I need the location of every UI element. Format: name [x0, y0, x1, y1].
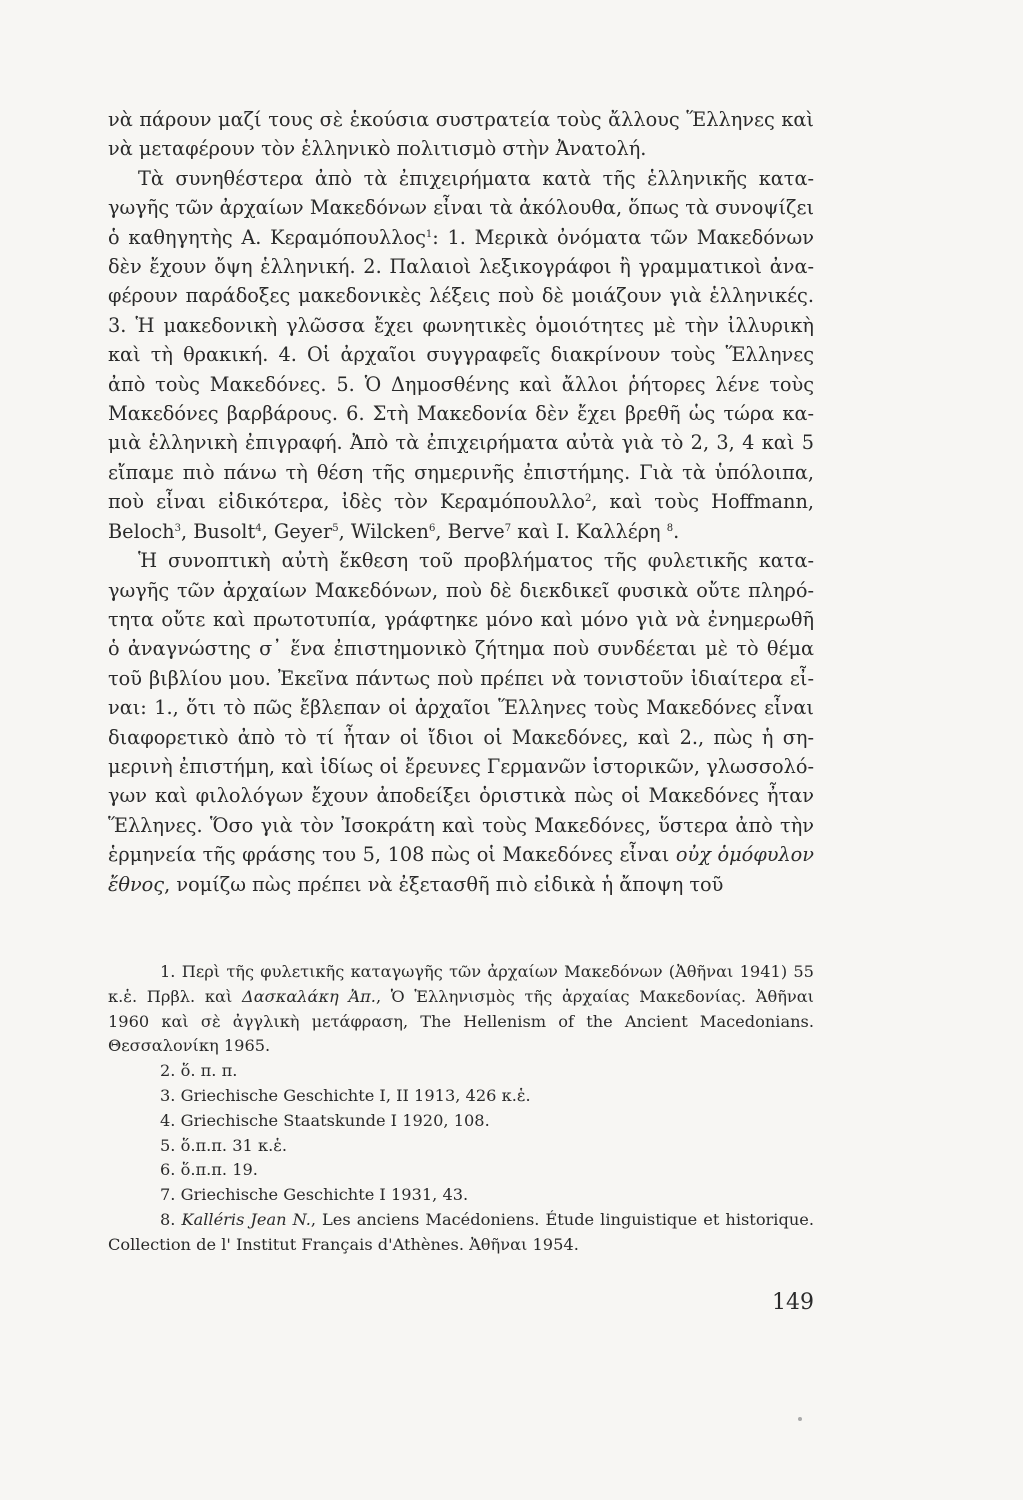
text-run: ὅ.π.π. 31 κ.ἑ.	[175, 1135, 288, 1155]
footnote	[108, 1109, 814, 1134]
footnote-number: 4.	[160, 1110, 176, 1130]
text-run: ὅ. π. π.	[175, 1061, 238, 1081]
text-run: , Ὁ Ἑλληνισμὸς τῆς ἀρχαίας Μακεδονίας. Ἀθῆναι 1960 καὶ σὲ ἀγγλικὴ μετάφραση, The Hellenism of the Ancient Macedonians. Θεσσαλονίκη 1965.	[108, 986, 815, 1056]
footnote	[108, 1134, 814, 1159]
footnote-ref: 5	[332, 522, 339, 534]
footnote	[108, 960, 814, 1059]
footnote-ref: 1	[425, 228, 433, 240]
text-run: , Wilcken	[338, 519, 429, 543]
footnote	[108, 1208, 814, 1258]
text-run: Griechische Geschichte I 1931, 43.	[175, 1185, 469, 1205]
footnote-number: 3.	[160, 1085, 176, 1105]
footnote	[108, 1183, 814, 1208]
footnote-ref: 3	[174, 522, 181, 534]
text-run: Griechische Staatskunde I 1920, 108.	[175, 1110, 490, 1130]
footnote-ref: 2	[584, 493, 592, 505]
footnote	[108, 1084, 814, 1109]
text-run: , Busolt	[180, 519, 256, 543]
text-run: νὰ πάρουν μαζί τους σὲ ἑκούσια συστρατεία τοὺς ἄλλους Ἕλληνες καὶ νὰ μεταφέρουν τὸν ἑλληνικὸ πολιτισμὸ στὴν Ἀνατολή.	[108, 108, 814, 161]
footnote-ref: 7	[504, 522, 512, 534]
text-run: , Les anciens Macédoniens. Étude linguistique et historique. Collection de l' Institut Français d'Athènes. Ἀθῆναι 1954.	[108, 1209, 814, 1254]
footnote-number: 1.	[160, 962, 176, 981]
footnote	[108, 1059, 814, 1084]
footnote-number: 6.	[160, 1160, 176, 1180]
italic-text: Δασκαλάκη Ἀπ.	[242, 986, 376, 1006]
footnote-number: 2.	[160, 1061, 176, 1081]
footnote	[108, 1158, 814, 1183]
text-run: , Berve	[435, 519, 505, 543]
italic-text: οὐχ ὁμόφυλον ἔθνος	[108, 843, 814, 896]
text-run: , νομίζω πὼς πρέπει νὰ ἐξετασθῆ πιὸ εἰδικὰ ἡ ἄποψη τοῦ	[164, 872, 724, 896]
text-run: καὶ I. Καλλέρη	[511, 519, 667, 543]
text-run: : 1. Μερικὰ ὀνόματα τῶν Μακεδόνων δὲν ἔχουν ὄψη ἑλληνική. 2. Παλαιοὶ λεξικογράφοι ἢ γραμματικοὶ ἀναφέρουν παράδοξες μακεδονικὲς λέξεις ποὺ δὲ μοιάζουν γιὰ ἑλληνικές. 3. Ἡ μακεδονικὴ γλῶσσα ἔχει φωνητικὲς ὁμοιότητες μὲ τὴν ἰλλυρικὴ καὶ τὴ θρακική. 4. Οἱ ἀρχαῖοι συγγραφεῖς διακρίνουν τοὺς Ἕλληνες ἀπὸ τοὺς Μακεδόνες. 5. Ὁ Δημοσθένης καὶ ἄλλοι ῥήτορες λένε τοὺς Μακεδόνες βαρβάρους. 6. Στὴ Μακεδονία δὲν ἔχει βρεθῆ ὡς τώρα καμιὰ ἑλληνικὴ ἐπιγραφή. Ἀπὸ τὰ ἐπιχειρήματα αὐτὰ γιὰ τὸ 2, 3, 4 καὶ 5 εἴπαμε πιὸ πάνω τὴ θέση τῆς σημερινῆς ἐπιστήμης. Γιὰ τὰ ὑπόλοιπα, ποὺ εἶναι εἰδικότερα, ἰδὲς τὸν Κεραμόπουλλο	[108, 225, 814, 514]
text-run: , καὶ τοὺς Hoffmann, Beloch	[108, 490, 814, 543]
text-run: Griechische Geschichte I, II 1913, 426 κ.ἑ.	[175, 1085, 531, 1105]
main-text	[108, 105, 814, 899]
text-run: Τὰ συνηθέστερα ἀπὸ τὰ ἐπιχειρήματα κατὰ τῆς ἑλληνικῆς καταγωγῆς τῶν ἀρχαίων Μακεδόνων εἶναι τὰ ἀκόλουθα, ὅπως τὰ συνοψίζει ὁ καθηγητὴς Α. Κεραμόπουλλος	[108, 166, 814, 249]
scan-speck	[798, 1417, 802, 1421]
footnote-number: 8.	[160, 1209, 176, 1229]
page-number: 149	[772, 1290, 814, 1315]
footnotes-section	[108, 960, 814, 1258]
text-run: Περὶ τῆς φυλετικῆς καταγωγῆς τῶν ἀρχαίων Μακεδόνων (Ἀθῆναι 1941) 55 κ.ἑ. Πρβλ. καὶ	[108, 962, 814, 1006]
italic-text: Kalléris Jean N.	[181, 1209, 311, 1229]
footnote-number: 7.	[160, 1185, 176, 1205]
footnote-ref: 8	[666, 522, 674, 534]
footnote-ref: 4	[255, 522, 262, 534]
footnote-ref: 6	[428, 522, 436, 534]
text-run: ὅ.π.π. 19.	[175, 1160, 258, 1180]
footnote-number: 5.	[160, 1135, 176, 1155]
paragraph	[108, 164, 814, 546]
text-run: Ἡ συνοπτικὴ αὐτὴ ἔκθεση τοῦ προβλήματος τῆς φυλετικῆς καταγωγῆς τῶν ἀρχαίων Μακεδόνων, ποὺ δὲ διεκδικεῖ φυσικὰ οὔτε πληρότητα οὔτε καὶ πρωτοτυπία, γράφτηκε μόνο καὶ μόνο γιὰ νὰ ἐνημερωθῆ ὁ ἀναγνώστης σ᾽ ἕνα ἐπιστημονικὸ ζήτημα ποὺ συνδέεται μὲ τὸ θέμα τοῦ βιβλίου μου. Ἐκεῖνα πάντως ποὺ πρέπει νὰ τονιστοῦν ἰδιαίτερα εἶναι: 1., ὅτι τὸ πῶς ἔβλεπαν οἱ ἀρχαῖοι Ἕλληνες τοὺς Μακεδόνες εἶναι διαφορετικὸ ἀπὸ τὸ τί ἦταν οἱ ἴδιοι οἱ Μακεδόνες, καὶ 2., πὼς ἡ σημερινὴ ἐπιστήμη, καὶ ἰδίως οἱ ἔρευνες Γερμανῶν ἱστορικῶν, γλωσσολόγων καὶ φιλολόγων ἔχουν ἀποδείξει ὁριστικὰ πὼς οἱ Μακεδόνες ἦταν Ἕλληνες. Ὅσο γιὰ τὸν Ἰσοκράτη καὶ τοὺς Μακεδόνες, ὕστερα ἀπὸ τὴν ἑρμηνεία τῆς φράσης του 5, 108 πὼς οἱ Μακεδόνες εἶναι	[108, 549, 814, 867]
paragraph	[108, 105, 814, 164]
paragraph	[108, 546, 814, 899]
text-run: , Geyer	[261, 519, 333, 543]
text-run: .	[673, 519, 680, 543]
